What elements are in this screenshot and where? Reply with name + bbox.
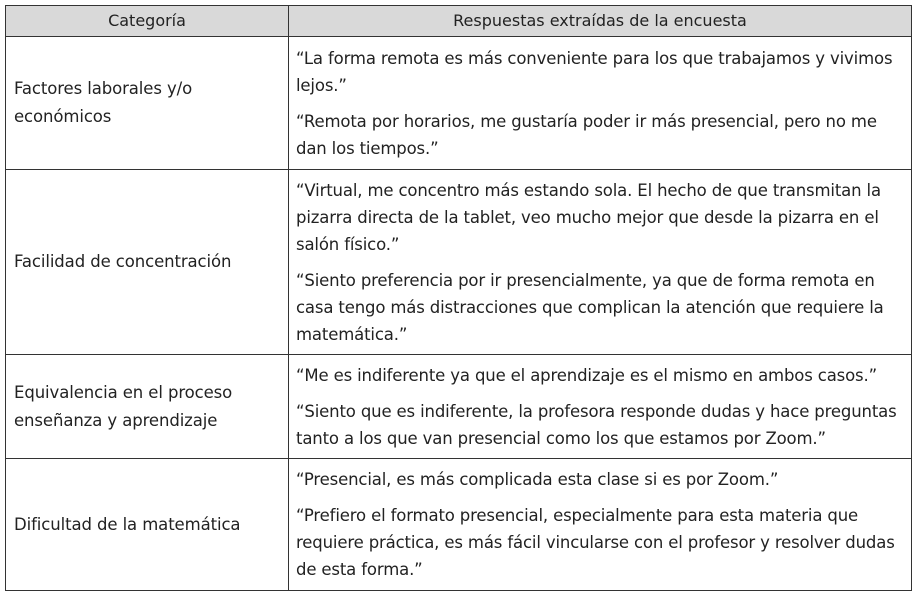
category-cell: Equivalencia en el proceso enseñanza y aprendizaje [6,355,289,459]
responses-cell [289,170,912,355]
header-category: Categoría [6,6,289,37]
table-body [6,37,912,591]
response-quote: “Siento que es indiferente, la profesora responde dudas y hace preguntas tanto a los que van presencial como los que estamos por Zoom.” [296,401,897,448]
category-cell: Factores laborales y/o económicos [6,37,289,170]
category-cell: Facilidad de concentración [6,170,289,355]
response-quote: “Siento preferencia por ir presencialmente, ya que de forma remota en casa tengo más distracciones que complican la atención que requiere la matemática.” [296,270,884,344]
header-responses: Respuestas extraídas de la encuesta [289,6,912,37]
response-quote: “Virtual, me concentro más estando sola. El hecho de que transmitan la pizarra directa de la tablet, veo mucho mejor que desde la pizarra en el salón físico.” [296,180,881,254]
table-row [6,37,912,170]
response-quote: “La forma remota es más conveniente para los que trabajamos y vivimos lejos.” [296,48,893,95]
table-row [6,459,912,591]
response-quote: “Me es indiferente ya que el aprendizaje es el mismo en ambos casos.” [296,365,877,385]
survey-table-container [5,5,911,591]
table-row [6,170,912,355]
response-quote: “Prefiero el formato presencial, especialmente para esta materia que requiere práctica, es más fácil vincularse con el profesor y resolver dudas de esta forma.” [296,506,895,579]
responses-cell [289,459,912,591]
response-quote: “Presencial, es más complicada esta clase si es por Zoom.” [296,470,779,489]
responses-cell [289,355,912,459]
survey-responses-table [5,5,912,591]
header-row [6,6,912,37]
category-cell: Dificultad de la matemática [6,459,289,591]
response-quote: “Remota por horarios, me gustaría poder ir más presencial, pero no me dan los tiempos.” [296,111,877,158]
table-header [6,6,912,37]
table-row [6,355,912,459]
responses-cell [289,37,912,170]
